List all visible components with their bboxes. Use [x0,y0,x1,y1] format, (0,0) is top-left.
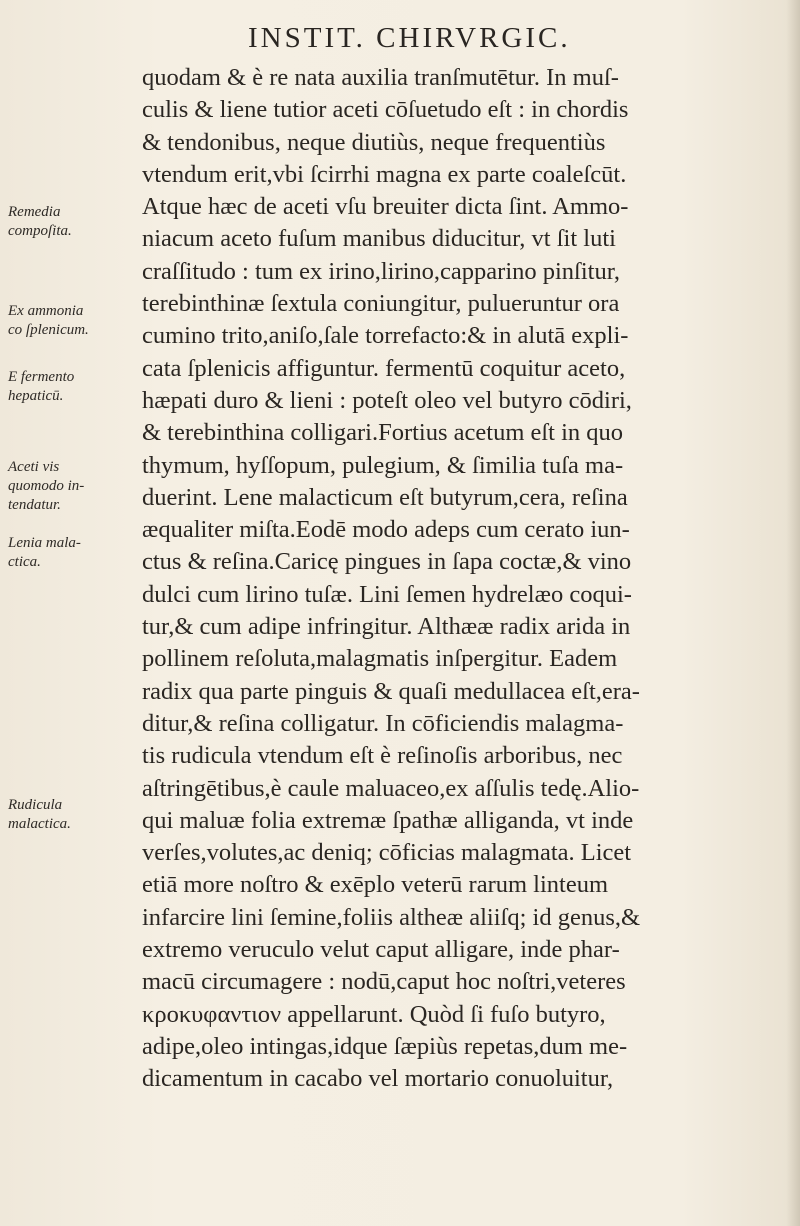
text-line: etiā more noſtro & exēplo veterū rarum linteum [142,871,609,899]
text-line: duerint. Lene malacticum eſt butyrum,cera, reſina [142,483,628,511]
text-line: extremo veruculo velut caput alligare, inde phar- [142,936,620,964]
marginal-note-line: ctica. [8,554,41,570]
marginal-note-ex-ammoniaco [8,302,140,340]
text-line: adipe,oleo intingas,idque ſæpiùs repetas,dum me- [142,1032,628,1060]
text-line: radix qua parte pinguis & quaſi medullacea eſt,era- [142,677,640,705]
text-line: quodam & è re nata auxilia tranſmutētur. In muſ- [142,64,619,91]
text-line: qui maluæ folia extremæ ſpathæ alliganda, vt inde [142,806,634,834]
text-line: pollinem reſoluta,malagmatis inſpergitur. Eadem [142,645,618,673]
marginal-note-line: Rudicula [8,797,63,813]
marginal-note-line: E fermento [8,369,75,385]
text-line: hæpati duro & lieni : poteſt oleo vel butyro cōdiri, [142,386,632,414]
marginal-note-e-fermento [8,368,140,406]
text-line: tis rudicula vtendum eſt è reſinoſis arboribus, nec [142,742,623,770]
marginal-note-line: Remedia [8,204,61,220]
marginal-note-line: Ex ammonia [8,303,84,319]
text-line: thymum, hyſſopum, pulegium, & ſimilia tuſa ma- [142,451,624,479]
text-line: verſes,volutes,ac deniq; cōficias malagmata. Licet [142,839,632,867]
marginal-note-remedia-composita [8,203,140,241]
text-line: craſſitudo : tum ex irino,lirino,capparino pinſitur, [142,257,621,285]
marginal-note-line: Lenia mala- [8,535,81,551]
text-line: æqualiter miſta.Eodē modo adeps cum cerato iun- [142,516,630,544]
text-line: κροκυφαντιον appellarunt. Quòd ſi fuſo butyro, [142,1000,606,1028]
text-line: & tendonibus, neque diutiùs, neque frequentiùs [142,128,606,156]
marginal-note-line: tendatur. [8,497,61,513]
text-line: dicamentum in cacabo vel mortario conuoluitur, [142,1065,614,1093]
text-line: & terebinthina colligari.Fortius acetum eſt in quo [142,419,624,447]
text-line: niacum aceto fuſum manibus diducitur, vt ſit luti [142,225,616,253]
text-line: cata ſplenicis affiguntur. fermentū coquitur aceto, [142,354,626,382]
text-line: cumino trito,aniſo,ſale torrefacto:& in alutā expli- [142,322,629,350]
text-line: culis & liene tutior aceti cōſuetudo eſt : in chordis [142,96,629,124]
text-line: Atque hæc de aceti vſu breuiter dicta ſint. Ammo- [142,193,629,221]
marginal-note-line: hepaticū. [8,388,64,404]
marginal-note-aceti-vis [8,458,140,515]
marginal-note-lenia-malactica [8,534,140,572]
marginal-note-line: compoſita. [8,223,72,239]
text-line: aſtringētibus,è caule maluaceo,ex aſſulis tedę.Alio- [142,774,640,802]
text-line: ctus & reſina.Caricę pingues in ſapa coctæ,& vino [142,548,632,576]
marginal-note-rudicula-malactica [8,796,140,834]
text-line: terebinthinæ ſextula coniungitur, pulueruntur ora [142,290,620,318]
text-line: vtendum erit,vbi ſcirrhi magna ex parte coaleſcūt. [142,160,627,188]
marginal-note-line: Aceti vis [8,459,60,475]
text-line: tur,& cum adipe infringitur. Althææ radix arida in [142,613,631,641]
text-line: dulci cum lirino tuſæ. Lini ſemen hydrelæo coqui- [142,580,632,608]
marginal-note-line: co ſplenicum. [8,322,89,338]
text-line: infarcire lini ſemine,foliis altheæ aliiſq; id genus,& [142,903,641,931]
body-text [142,62,790,1096]
marginal-note-line: quomodo in- [8,478,85,494]
marginal-note-line: malactica. [8,816,71,832]
running-title: INSTIT. CHIRVRGIC. [248,22,571,54]
text-line: macū circumagere : nodū,caput hoc noſtri,veteres [142,968,626,996]
text-line: ditur,& reſina colligatur. In cōficiendis malagma- [142,709,624,737]
